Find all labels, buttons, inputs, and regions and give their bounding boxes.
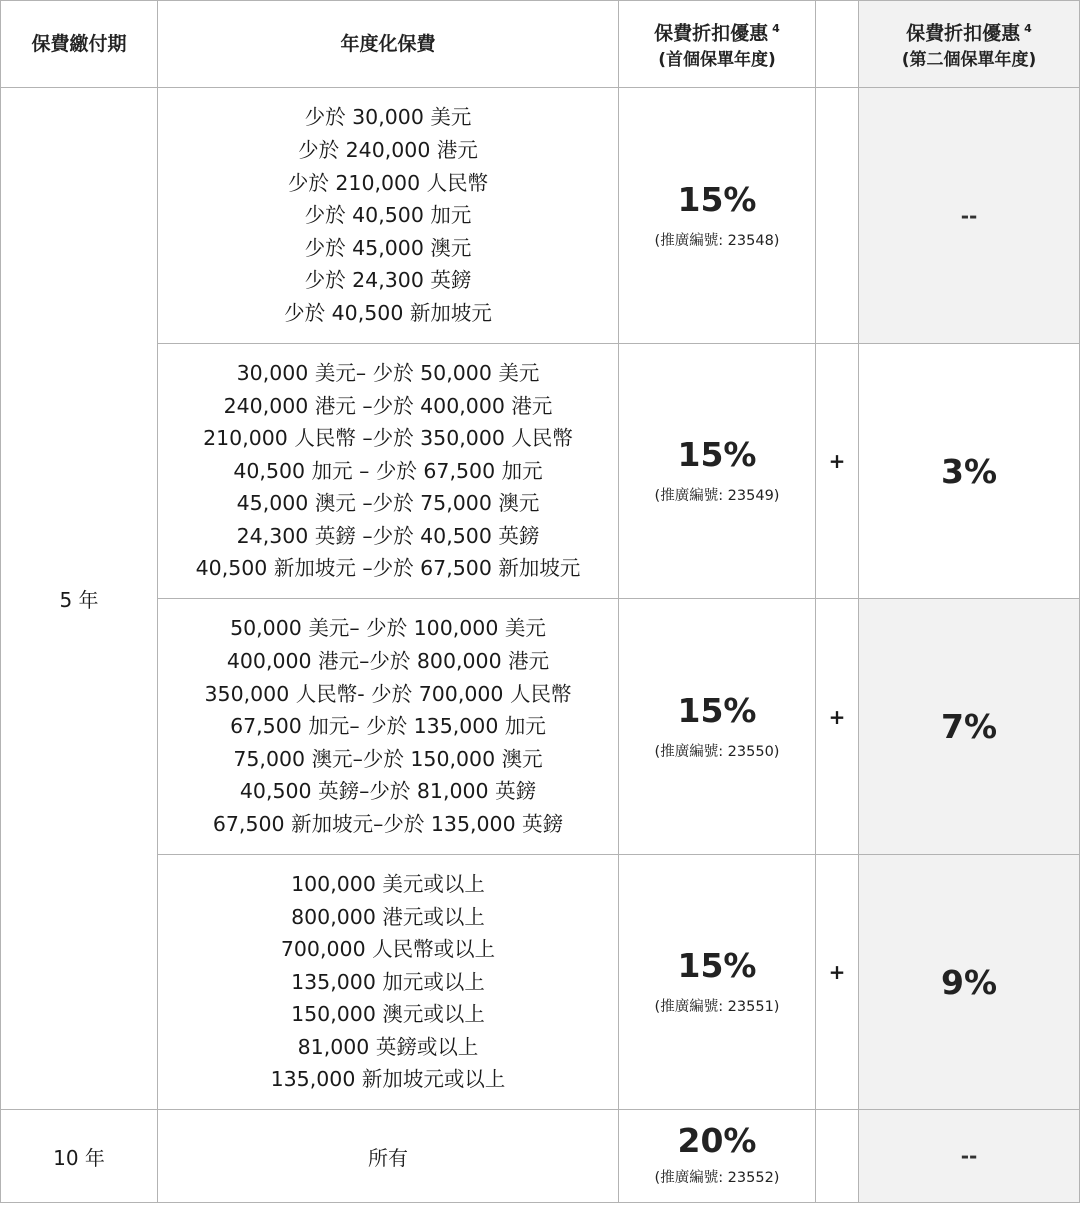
premium-range-cell: 100,000 美元或以上 800,000 港元或以上 700,000 人民幣或以上 135,000 加元或以上 150,000 澳元或以上 81,000 英鎊或以上 135,000 新加坡元或以上 bbox=[158, 855, 619, 1110]
second-year-discount: 9% bbox=[940, 962, 998, 1002]
second-year-discount: 3% bbox=[940, 451, 998, 491]
promo-code: (推廣編號: 23551) bbox=[654, 999, 780, 1015]
table-row bbox=[1, 88, 1080, 344]
term-5-year: 5 年 bbox=[1, 88, 158, 1110]
promo-code: (推廣編號: 23550) bbox=[654, 743, 780, 760]
second-year-discount-cell bbox=[859, 344, 1080, 599]
header-term: 保費繳付期 bbox=[1, 1, 158, 88]
plus-cell bbox=[816, 88, 859, 344]
plus-cell: + bbox=[816, 855, 859, 1110]
footnote-4: 4 bbox=[1024, 21, 1032, 35]
first-year-discount: 15% bbox=[677, 435, 757, 474]
second-year-discount: -- bbox=[960, 203, 978, 228]
table-row bbox=[1, 344, 1080, 599]
table-row bbox=[1, 599, 1080, 855]
term-10-year: 10 年 bbox=[1, 1110, 158, 1203]
second-year-discount: -- bbox=[960, 1144, 978, 1168]
footnote-4: 4 bbox=[772, 21, 780, 35]
plus-cell: + bbox=[816, 599, 859, 855]
first-year-discount-cell bbox=[619, 855, 816, 1110]
header-first-year-discount bbox=[619, 1, 816, 88]
plus-cell: + bbox=[816, 344, 859, 599]
second-year-discount-cell bbox=[859, 1110, 1080, 1203]
header-first-year-sub: (首個保單年度) bbox=[658, 50, 776, 71]
first-year-discount: 15% bbox=[677, 179, 757, 219]
header-second-year-sub: (第二個保單年度) bbox=[901, 50, 1037, 71]
first-year-discount-cell bbox=[619, 344, 816, 599]
second-year-discount-cell bbox=[859, 855, 1080, 1110]
first-year-discount: 15% bbox=[677, 946, 757, 985]
promo-code: (推廣編號: 23549) bbox=[654, 488, 780, 504]
promo-code: (推廣編號: 23548) bbox=[654, 232, 780, 249]
first-year-discount-cell bbox=[619, 1110, 816, 1203]
premium-range-cell: 少於 30,000 美元 少於 240,000 港元 少於 210,000 人民幣 少於 40,500 加元 少於 45,000 澳元 少於 24,300 英鎊 少於 40,500 新加坡元 bbox=[158, 88, 619, 344]
header-second-year-discount bbox=[859, 1, 1080, 88]
first-year-discount: 20% bbox=[677, 1121, 757, 1160]
header-annualized-premium: 年度化保費 bbox=[158, 1, 619, 88]
header-plus-spacer bbox=[816, 1, 859, 88]
plus-cell bbox=[816, 1110, 859, 1203]
header-first-year-title: 保費折扣優惠 bbox=[654, 22, 769, 45]
header-second-year-title: 保費折扣優惠 bbox=[906, 22, 1021, 45]
second-year-discount-cell bbox=[859, 599, 1080, 855]
second-year-discount: 7% bbox=[940, 707, 998, 746]
premium-range-cell: 所有 bbox=[158, 1110, 619, 1203]
premium-range-cell: 30,000 美元– 少於 50,000 美元 240,000 港元 –少於 400,000 港元 210,000 人民幣 –少於 350,000 人民幣 40,500 加元 – 少於 67,500 加元 45,000 澳元 –少於 75,000 澳元 24,300 英鎊 –少於 40,500 英鎊 40,500 新加坡元 –少於 67,500 新加坡元 bbox=[158, 344, 619, 599]
first-year-discount-cell bbox=[619, 88, 816, 344]
first-year-discount: 15% bbox=[677, 690, 757, 730]
second-year-discount-cell bbox=[859, 88, 1080, 344]
promo-code: (推廣編號: 23552) bbox=[654, 1170, 780, 1186]
header-row bbox=[1, 1, 1080, 88]
table-row bbox=[1, 855, 1080, 1110]
premium-range-cell: 50,000 美元– 少於 100,000 美元 400,000 港元–少於 800,000 港元 350,000 人民幣- 少於 700,000 人民幣 67,500 加元– 少於 135,000 加元 75,000 澳元–少於 150,000 澳元 40,500 英鎊–少於 81,000 英鎊 67,500 新加坡元–少於 135,000 英鎊 bbox=[158, 599, 619, 855]
first-year-discount-cell bbox=[619, 599, 816, 855]
table-row bbox=[1, 1110, 1080, 1203]
